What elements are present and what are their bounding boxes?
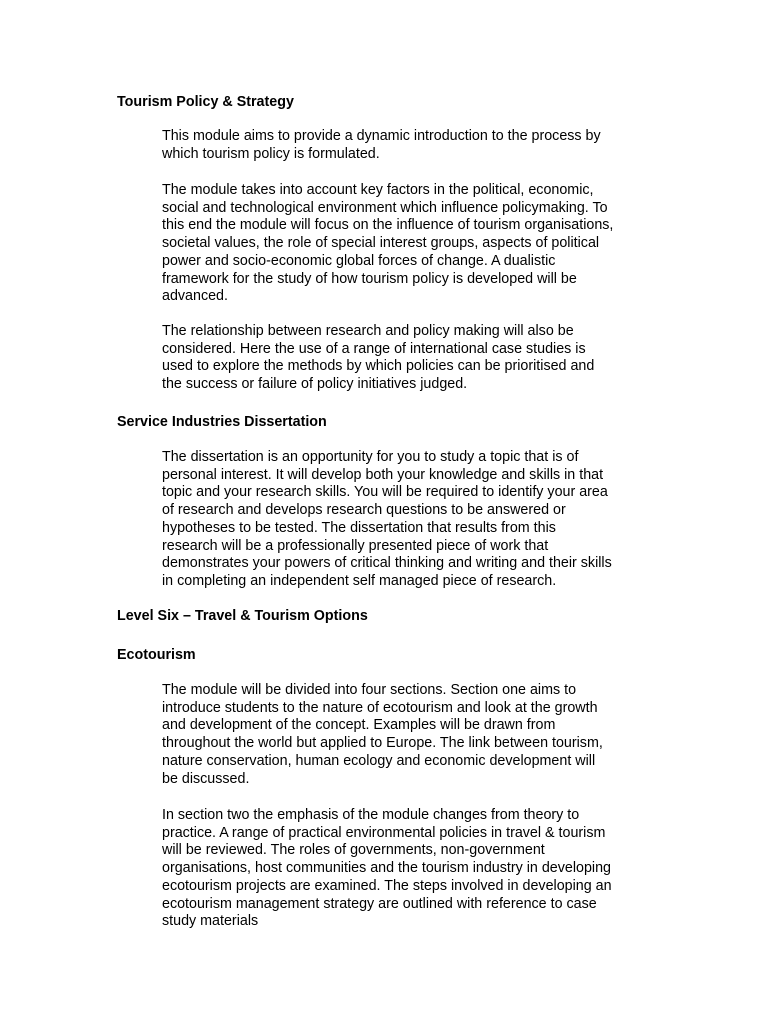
- heading-level-six-options: Level Six – Travel & Tourism Options: [117, 608, 368, 624]
- paragraph-ecotourism-practice: In section two the emphasis of the module changes from theory to practice. A range of practical environmental policies in travel & tourism will be reviewed. The roles of governments, non-government organisations, host communities and the tourism industry in developing ecotourism projects are examined. The steps involved in developing an ecotourism management strategy are outlined with reference to case study materials: [162, 807, 612, 930]
- paragraph-dissertation: The dissertation is an opportunity for you to study a topic that is of personal interest. It will develop both your knowledge and skills in that topic and your research skills. You will be required to identify your area of research and develops research questions to be answered or hypotheses to be tested. The dissertation that results from this research will be a professionally presented piece of work that demonstrates your powers of critical thinking and writing and their skills in completing an independent self managed piece of research.: [162, 449, 612, 589]
- heading-service-industries-dissertation: Service Industries Dissertation: [117, 414, 327, 430]
- heading-tourism-policy-strategy: Tourism Policy & Strategy: [117, 94, 294, 110]
- paragraph-ecotourism-sections: The module will be divided into four sections. Section one aims to introduce students to the nature of ecotourism and look at the growth and development of the concept. Examples will be drawn from throughout the world but applied to Europe. The link between tourism, nature conservation, human ecology and economic development will be discussed.: [162, 682, 603, 787]
- heading-ecotourism: Ecotourism: [117, 647, 196, 663]
- paragraph-policy-intro: This module aims to provide a dynamic introduction to the process by which tourism policy is formulated.: [162, 128, 601, 162]
- paragraph-policy-factors: The module takes into account key factors in the political, economic, social and technological environment which influence policymaking. To this end the module will focus on the influence of tourism organisations, societal values, the role of special interest groups, aspects of political power and socio-economic global forces of change. A dualistic framework for the study of how tourism policy is developed will be advanced.: [162, 182, 614, 305]
- paragraph-policy-research: The relationship between research and policy making will also be considered. Here the use of a range of international case studies is used to explore the methods by which policies can be prioritised and the success or failure of policy initiatives judged.: [162, 323, 595, 393]
